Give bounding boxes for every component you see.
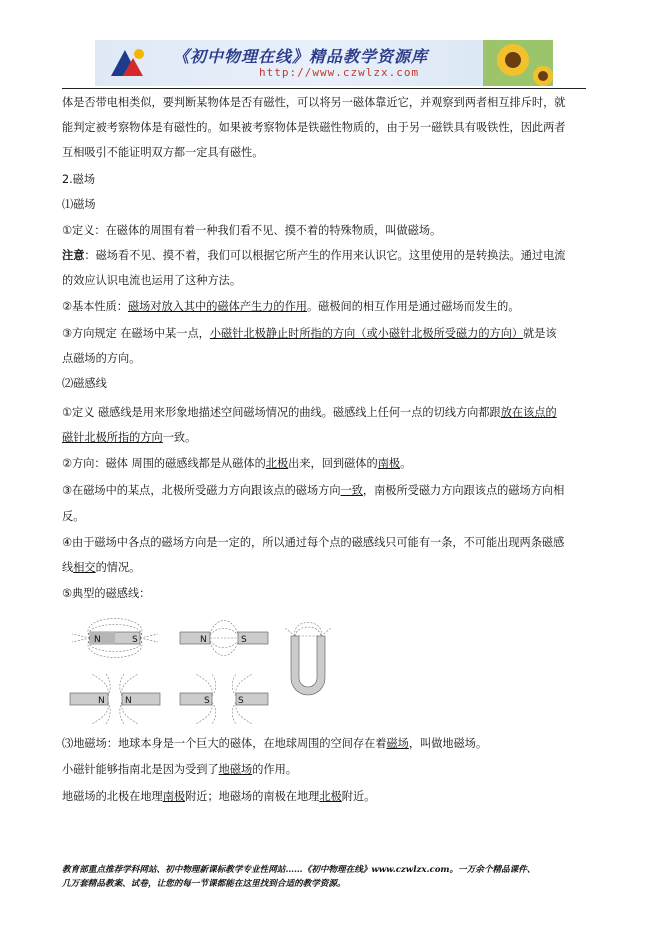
horseshoe-magnet-field-diagram bbox=[283, 622, 333, 704]
subsection-heading: ⑴磁场 bbox=[62, 198, 96, 211]
text-line: 磁针北极所指的方向一致。 bbox=[62, 431, 197, 444]
text-line: 线相交的情况。 bbox=[62, 561, 141, 574]
text-line: ①定义 磁感线是用来形象地描述空间磁场情况的曲线。磁感线上任何一点的切线方向都跟放在该点的 bbox=[62, 406, 557, 419]
text-line: 能判定被考察物体是有磁性的。如果被考察物体是铁磁性物质的，由于另一磁铁具有吸铁性，因此两者 bbox=[62, 121, 566, 134]
magnet-pole-label: S bbox=[132, 635, 138, 645]
text-line: 互相吸引不能证明双方都一定具有磁性。 bbox=[62, 146, 264, 159]
site-logo-icon bbox=[101, 44, 151, 84]
text-line: ⑶地磁场：地球本身是一个巨大的磁体，在地球周围的空间存在着磁场，叫做地磁场。 bbox=[62, 737, 488, 750]
footer-line: 几万套精品教案、试卷，让您的每一节课都能在这里找到合适的教学资源。 bbox=[62, 879, 346, 889]
magnet-pole-label: N bbox=[125, 696, 132, 706]
like-poles-south-field-diagram bbox=[178, 672, 270, 726]
text-line: 点磁场的方向。 bbox=[62, 352, 141, 365]
text-line: 反。 bbox=[62, 510, 85, 523]
text-line: 小磁针能够指南北是因为受到了地磁场的作用。 bbox=[62, 763, 297, 776]
text-line: ③方向规定 在磁场中某一点，小磁针北极静止时所指的方向（或小磁针北极所受磁力的方向）就是该 bbox=[62, 327, 557, 340]
header-rule bbox=[62, 88, 586, 89]
subsection-heading: ⑵磁感线 bbox=[62, 377, 107, 390]
magnet-pole-label: N bbox=[94, 635, 101, 645]
text-line: ④由于磁场中各点的磁场方向是一定的，所以通过每个点的磁感线只可能有一条，不可能出现两条磁感 bbox=[62, 536, 565, 549]
note-label: 注意 bbox=[62, 249, 85, 262]
banner-url: http://www.czwlzx.com bbox=[259, 66, 420, 79]
footer-line: 教育部重点推荐学科网站、初中物理新课标教学专业性网站……《初中物理在线》www.czwlzx.com。一万余个精品课件、 bbox=[62, 865, 536, 875]
magnet-pole-label: N bbox=[98, 696, 105, 706]
bar-magnet-field-diagram bbox=[68, 610, 162, 666]
like-poles-north-field-diagram bbox=[68, 672, 162, 726]
sunflower-icon bbox=[483, 40, 553, 86]
section-heading: 2.磁场 bbox=[62, 173, 96, 186]
magnet-pole-label: S bbox=[241, 635, 247, 645]
text-line: ②方向：磁体 周围的磁感线都是从磁体的北极出来，回到磁体的南极。 bbox=[62, 457, 412, 470]
magnet-pole-label: S bbox=[204, 696, 210, 706]
text-line: 注意：磁场看不见、摸不着，我们可以根据它所产生的作用来认识它。这里使用的是转换法。通过电流 bbox=[62, 249, 566, 262]
banner-title: 《初中物理在线》精品教学资源库 bbox=[173, 47, 429, 66]
header-banner bbox=[95, 40, 553, 86]
text-line: ③在磁场中的某点，北极所受磁力方向跟该点的磁场方向一致，南极所受磁力方向跟该点的磁场方向相 bbox=[62, 484, 565, 497]
unlike-poles-field-diagram bbox=[178, 610, 270, 666]
text-line: 地磁场的北极在地理南极附近；地磁场的南极在地理北极附近。 bbox=[62, 790, 376, 803]
text-line: 体是否带电相类似，要判断某物体是否有磁性，可以将另一磁体靠近它，并观察到两者相互排斥时，就 bbox=[62, 96, 566, 109]
magnet-pole-label: S bbox=[238, 696, 244, 706]
text-line: ⑤典型的磁感线： bbox=[62, 587, 151, 600]
text-line: ②基本性质：磁场对放入其中的磁体产生力的作用。磁极间的相互作用是通过磁场而发生的。 bbox=[62, 300, 520, 313]
magnet-pole-label: N bbox=[200, 635, 207, 645]
text-line: ①定义：在磁体的周围有着一种我们看不见、摸不着的特殊物质，叫做磁场。 bbox=[62, 224, 442, 237]
text-line: 的效应认识电流也运用了这种方法。 bbox=[62, 274, 242, 287]
